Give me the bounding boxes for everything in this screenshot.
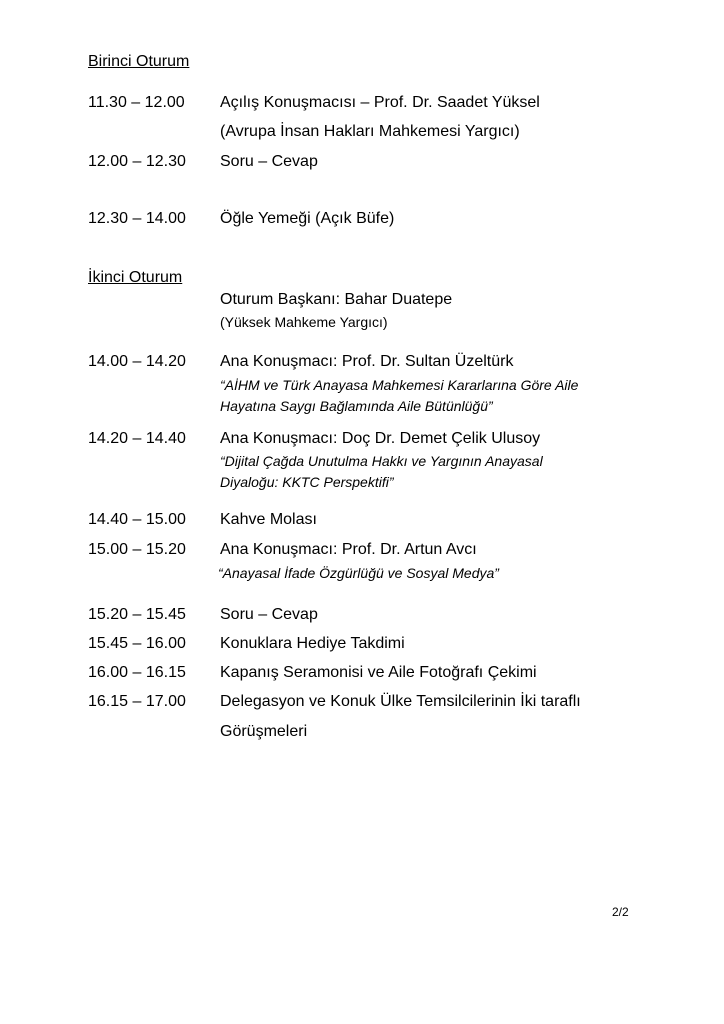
session-chair: Oturum Başkanı: Bahar Duatepe xyxy=(220,291,453,308)
time-slot: 11.30 – 12.00 xyxy=(88,94,185,111)
time-slot: 14.00 – 14.20 xyxy=(88,353,186,370)
time-slot: 14.40 – 15.00 xyxy=(88,511,186,528)
program-item: Ana Konuşmacı: Prof. Dr. Sultan Üzeltürk xyxy=(220,353,514,370)
time-slot: 14.20 – 14.40 xyxy=(88,430,186,447)
program-item: Kahve Molası xyxy=(220,511,317,528)
program-item: Soru – Cevap xyxy=(220,153,318,170)
program-item-note: (Avrupa İnsan Hakları Mahkemesi Yargıcı) xyxy=(220,123,520,140)
program-item: Konuklara Hediye Takdimi xyxy=(220,635,405,652)
program-item: Soru – Cevap xyxy=(220,606,318,623)
page-number: 2/2 xyxy=(612,905,629,919)
talk-title: Diyaloğu: KKTC Perspektifi” xyxy=(220,474,394,490)
time-slot: 16.00 – 16.15 xyxy=(88,664,186,681)
program-item: Açılış Konuşmacısı – Prof. Dr. Saadet Yüksel xyxy=(220,94,540,111)
talk-title: Hayatına Saygı Bağlamında Aile Bütünlüğü” xyxy=(220,398,493,414)
program-item: Ana Konuşmacı: Prof. Dr. Artun Avcı xyxy=(220,541,477,558)
program-item-note: Görüşmeleri xyxy=(220,723,308,740)
session2-heading: İkinci Oturum xyxy=(88,269,183,286)
program-item: Kapanış Seramonisi ve Aile Fotoğrafı Çekimi xyxy=(220,664,537,681)
session-chair-role: (Yüksek Mahkeme Yargıcı) xyxy=(220,314,388,330)
program-item: Ana Konuşmacı: Doç Dr. Demet Çelik Ulusoy xyxy=(220,430,541,447)
time-slot: 12.00 – 12.30 xyxy=(88,153,186,170)
talk-title: “Anayasal İfade Özgürlüğü ve Sosyal Medya” xyxy=(218,565,499,581)
time-slot: 15.00 – 15.20 xyxy=(88,541,186,558)
time-slot: 15.45 – 16.00 xyxy=(88,635,186,652)
session1-heading: Birinci Oturum xyxy=(88,53,190,70)
time-slot: 15.20 – 15.45 xyxy=(88,606,186,623)
program-item: Delegasyon ve Konuk Ülke Temsilcilerinin İki taraflı xyxy=(220,693,581,710)
talk-title: “AİHM ve Türk Anayasa Mahkemesi Kararlarına Göre Aile xyxy=(220,377,579,393)
time-slot: 12.30 – 14.00 xyxy=(88,210,186,227)
time-slot: 16.15 – 17.00 xyxy=(88,693,186,710)
talk-title: “Dijital Çağda Unutulma Hakkı ve Yargının Anayasal xyxy=(220,453,543,469)
program-item: Öğle Yemeği (Açık Büfe) xyxy=(220,210,395,227)
